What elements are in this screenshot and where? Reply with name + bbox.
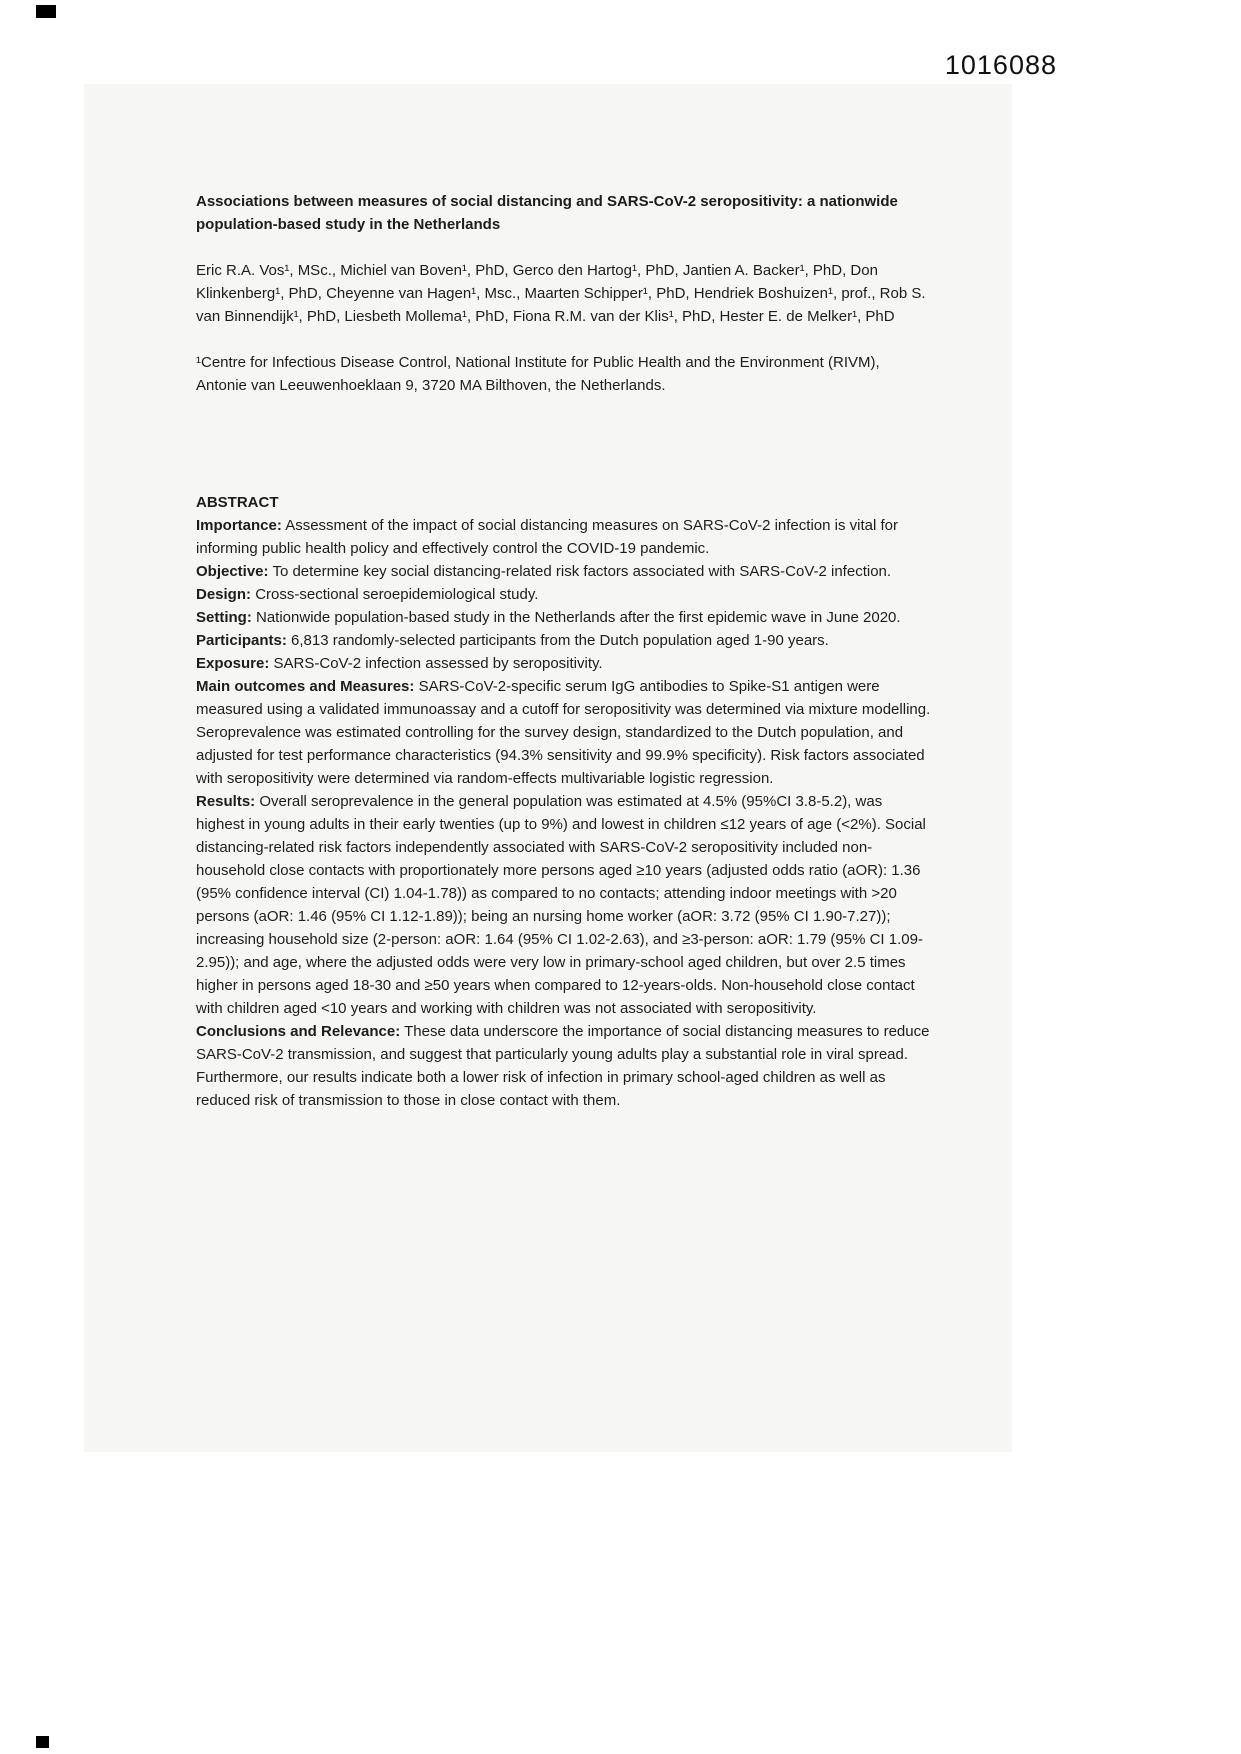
abstract-paragraph-participants [196,629,932,652]
abstract-paragraph-design [196,583,932,606]
section-label: Importance: [196,517,282,534]
section-text: Cross-sectional seroepidemiological study. [255,586,539,603]
section-label: Participants: [196,632,287,649]
abstract-paragraph-objective [196,560,932,583]
section-text: These data underscore the importance of social distancing measures to reduce SARS-CoV-2 transmission, and suggest that particularly young adults play a substantial role in viral spread. Furthermore, our results indicate both a lower risk of infection in primary school-aged children as well as reduced risk of transmission to those in close contact with them. [196,1023,930,1109]
paper-title: Associations between measures of social distancing and SARS-CoV-2 seropositivity: a nationwide population-based study in the Netherlands [196,193,898,233]
abstract-paragraph-setting [196,606,932,629]
scan-mark-top-left [36,5,56,18]
section-text: 6,813 randomly-selected participants from the Dutch population aged 1-90 years. [291,632,829,649]
abstract-paragraph-exposure [196,652,932,675]
paper-authors: Eric R.A. Vos¹, MSc., Michiel van Boven¹, PhD, Gerco den Hartog¹, PhD, Jantien A. Backer¹, PhD, Don Klinkenberg¹, PhD, Cheyenne van Hagen¹, Msc., Maarten Schipper¹, PhD, Hendriek Boshuizen¹, prof., Rob S. van Binnendijk¹, PhD, Liesbeth Mollema¹, PhD, Fiona R.M. van der Klis¹, PhD, Hester E. de Melker¹, PhD [196,262,926,325]
abstract-paragraph-results [196,790,932,1020]
abstract-paragraph-conclusions [196,1020,932,1112]
section-label: Conclusions and Relevance: [196,1023,401,1040]
section-label: Exposure: [196,655,270,672]
section-label: Setting: [196,609,252,626]
section-label: Design: [196,586,252,603]
scan-mark-bottom-left [36,1736,49,1748]
section-text: Nationwide population-based study in the Netherlands after the first epidemic wave in June 2020. [256,609,901,626]
page-number: 1016088 [944,50,1057,80]
section-label: Results: [196,793,256,810]
paper-affiliation: ¹Centre for Infectious Disease Control, National Institute for Public Health and the Environment (RIVM), Antonie van Leeuwenhoeklaan 9, 3720 MA Bilthoven, the Netherlands. [196,354,880,394]
section-text: To determine key social distancing-related risk factors associated with SARS-CoV-2 infection. [272,563,892,580]
abstract-heading: ABSTRACT [196,494,279,511]
section-label: Objective: [196,563,269,580]
abstract-paragraph-importance [196,514,932,560]
section-text: SARS-CoV-2 infection assessed by seropositivity. [273,655,603,672]
abstract-body [196,514,932,1112]
section-text: SARS-CoV-2-specific serum IgG antibodies to Spike-S1 antigen were measured using a validated immunoassay and a cutoff for seropositivity was determined via mixture modelling. Seroprevalence was estimated controlling for the survey design, standardized to the Dutch population, and adjusted for test performance characteristics (94.3% sensitivity and 99.9% specificity). Risk factors associated with seropositivity were determined via random-effects multivariable logistic regression. [196,678,931,787]
manuscript-content [196,190,932,1112]
abstract-paragraph-main-outcomes [196,675,932,790]
section-text: Assessment of the impact of social distancing measures on SARS-CoV-2 infection is vital for informing public health policy and effectively control the COVID-19 pandemic. [196,517,898,557]
section-label: Main outcomes and Measures: [196,678,415,695]
section-text: Overall seroprevalence in the general population was estimated at 4.5% (95%CI 3.8-5.2), was highest in young adults in their early twenties (up to 9%) and lowest in children ≤12 years of age (<2%). Social distancing-related risk factors independently associated with SARS-CoV-2 seropositivity included non-household close contacts with proportionately more persons aged ≥10 years (adjusted odds ratio (aOR): 1.36 (95% confidence interval (CI) 1.04-1.78)) as compared to no contacts; attending indoor meetings with >20 persons (aOR: 1.46 (95% CI 1.12-1.89)); being an nursing home worker (aOR: 3.72 (95% CI 1.90-7.27)); increasing household size (2-person: aOR: 1.64 (95% CI 1.02-2.63), and ≥3-person: aOR: 1.79 (95% CI 1.09-2.95)); and age, where the adjusted odds were very low in primary-school aged children, but over 2.5 times higher in persons aged 18-30 and ≥50 years when compared to 12-years-olds. Non-household close contact with children aged <10 years and working with children was not associated with seropositivity. [196,793,926,1017]
